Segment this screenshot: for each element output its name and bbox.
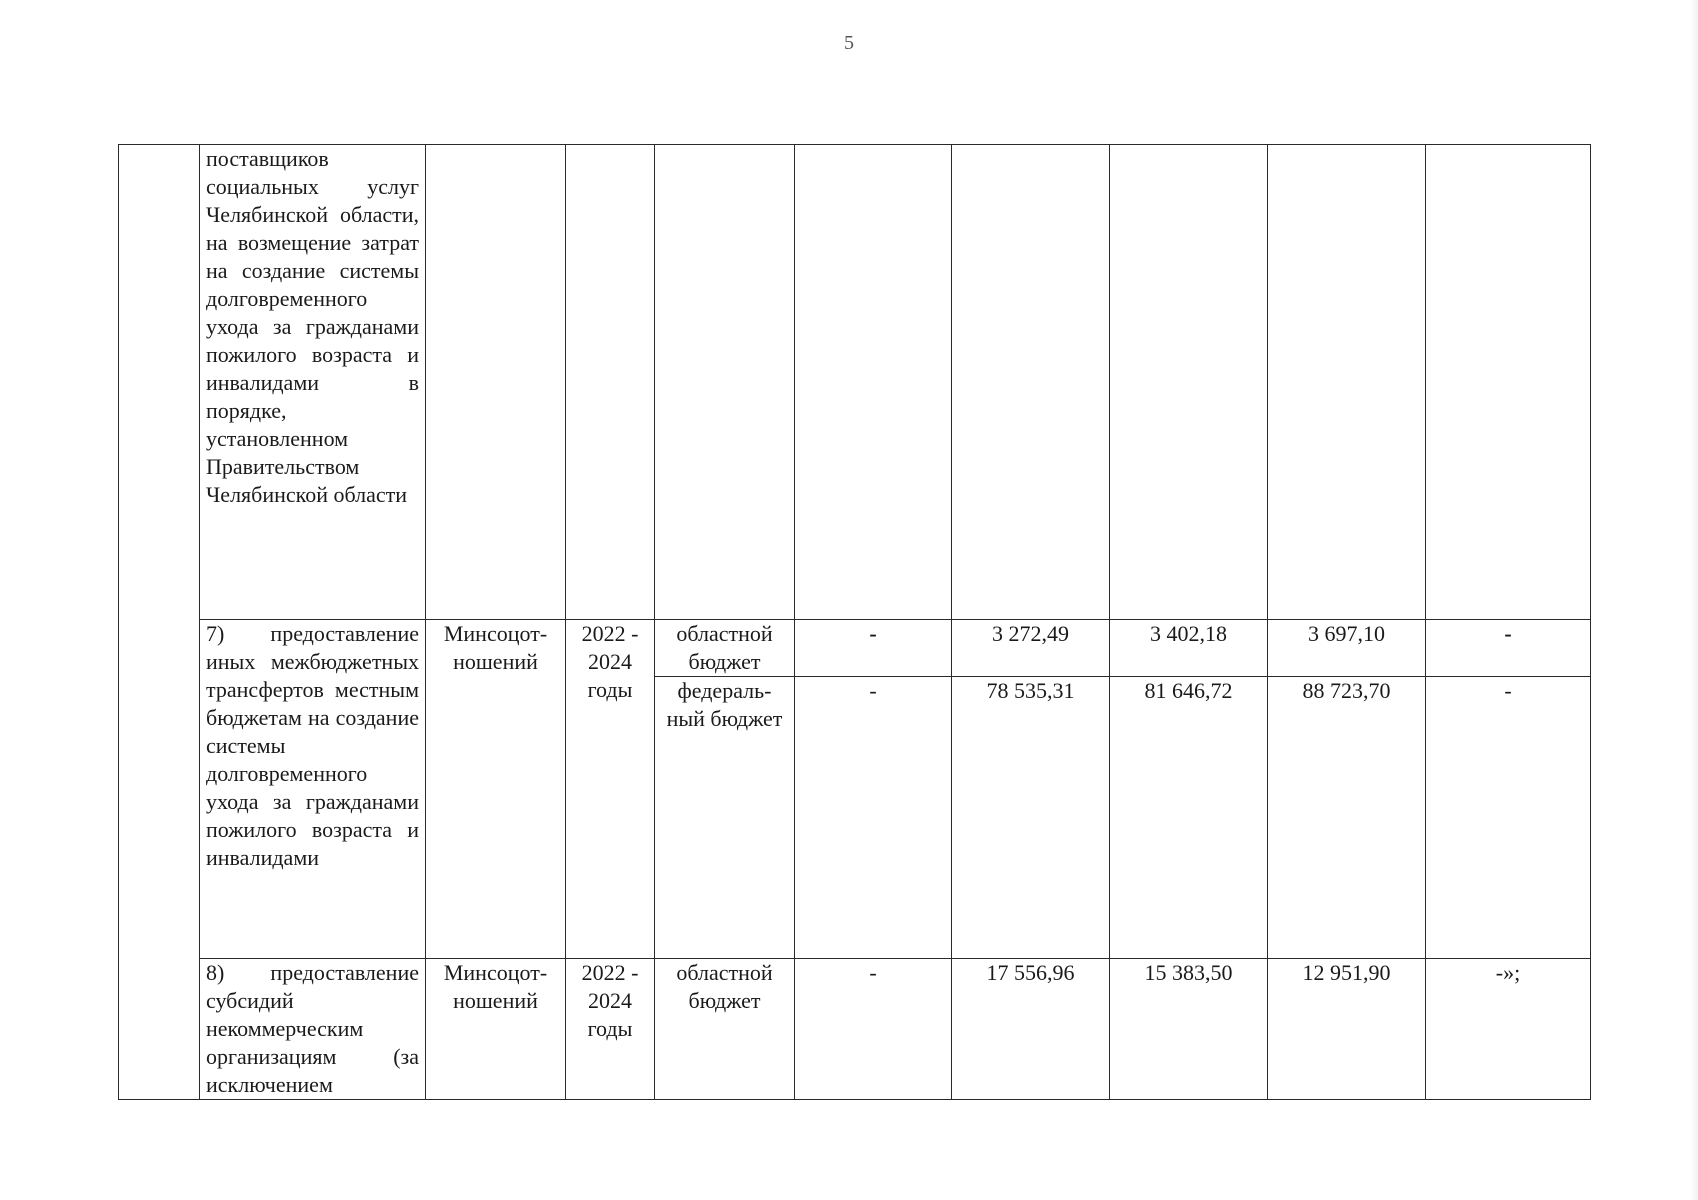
value-cell — [795, 145, 952, 620]
value-cell: - — [795, 959, 952, 1100]
source-cell: областной бюджет — [655, 959, 795, 1100]
value-cell: - — [795, 677, 952, 959]
value-cell: 12 951,90 — [1268, 959, 1426, 1100]
value-cell: 88 723,70 — [1268, 677, 1426, 959]
page-number: 5 — [844, 32, 854, 54]
table-row — [119, 959, 1591, 1100]
value-cell — [1110, 145, 1268, 620]
value-cell — [1426, 145, 1591, 620]
executor-cell: Минсоцот-ношений — [426, 959, 566, 1100]
value-cell — [952, 145, 1110, 620]
source-cell — [655, 145, 795, 620]
value-cell: 81 646,72 — [1110, 677, 1268, 959]
table-row — [119, 145, 1591, 620]
source-cell: федераль-ный бюджет — [655, 677, 795, 959]
value-cell: 17 556,96 — [952, 959, 1110, 1100]
value-cell: - — [1426, 620, 1591, 677]
value-cell: -»; — [1426, 959, 1591, 1100]
value-cell: 3 402,18 — [1110, 620, 1268, 677]
executor-cell: Минсоцот-ношений — [426, 620, 566, 959]
table-row — [119, 620, 1591, 677]
source-cell: областной бюджет — [655, 620, 795, 677]
period-cell: 2022 - 2024 годы — [566, 959, 655, 1100]
period-cell — [566, 145, 655, 620]
value-cell: 3 272,49 — [952, 620, 1110, 677]
value-cell: 78 535,31 — [952, 677, 1110, 959]
value-cell: - — [1426, 677, 1591, 959]
period-cell: 2022 - 2024 годы — [566, 620, 655, 959]
value-cell — [1268, 145, 1426, 620]
scan-edge-shadow — [1690, 0, 1698, 1200]
description-cell: 8) предоставление субсидий некоммерческим организациям (за исключением — [200, 959, 426, 1100]
value-cell: 3 697,10 — [1268, 620, 1426, 677]
number-cell — [119, 145, 200, 1100]
value-cell: 15 383,50 — [1110, 959, 1268, 1100]
description-cell: поставщиков социальных услуг Челябинской области, на возмещение затрат на создание системы долговременного ухода за гражданами пожилого возраста и инвалидами в порядке, установленном Правительством Челябинской области — [200, 145, 426, 620]
value-cell: - — [795, 620, 952, 677]
description-cell: 7) предоставление иных межбюджетных трансфертов местным бюджетам на создание системы долговременного ухода за гражданами пожилого возраста и инвалидами — [200, 620, 426, 959]
executor-cell — [426, 145, 566, 620]
budget-table — [118, 144, 1591, 1100]
